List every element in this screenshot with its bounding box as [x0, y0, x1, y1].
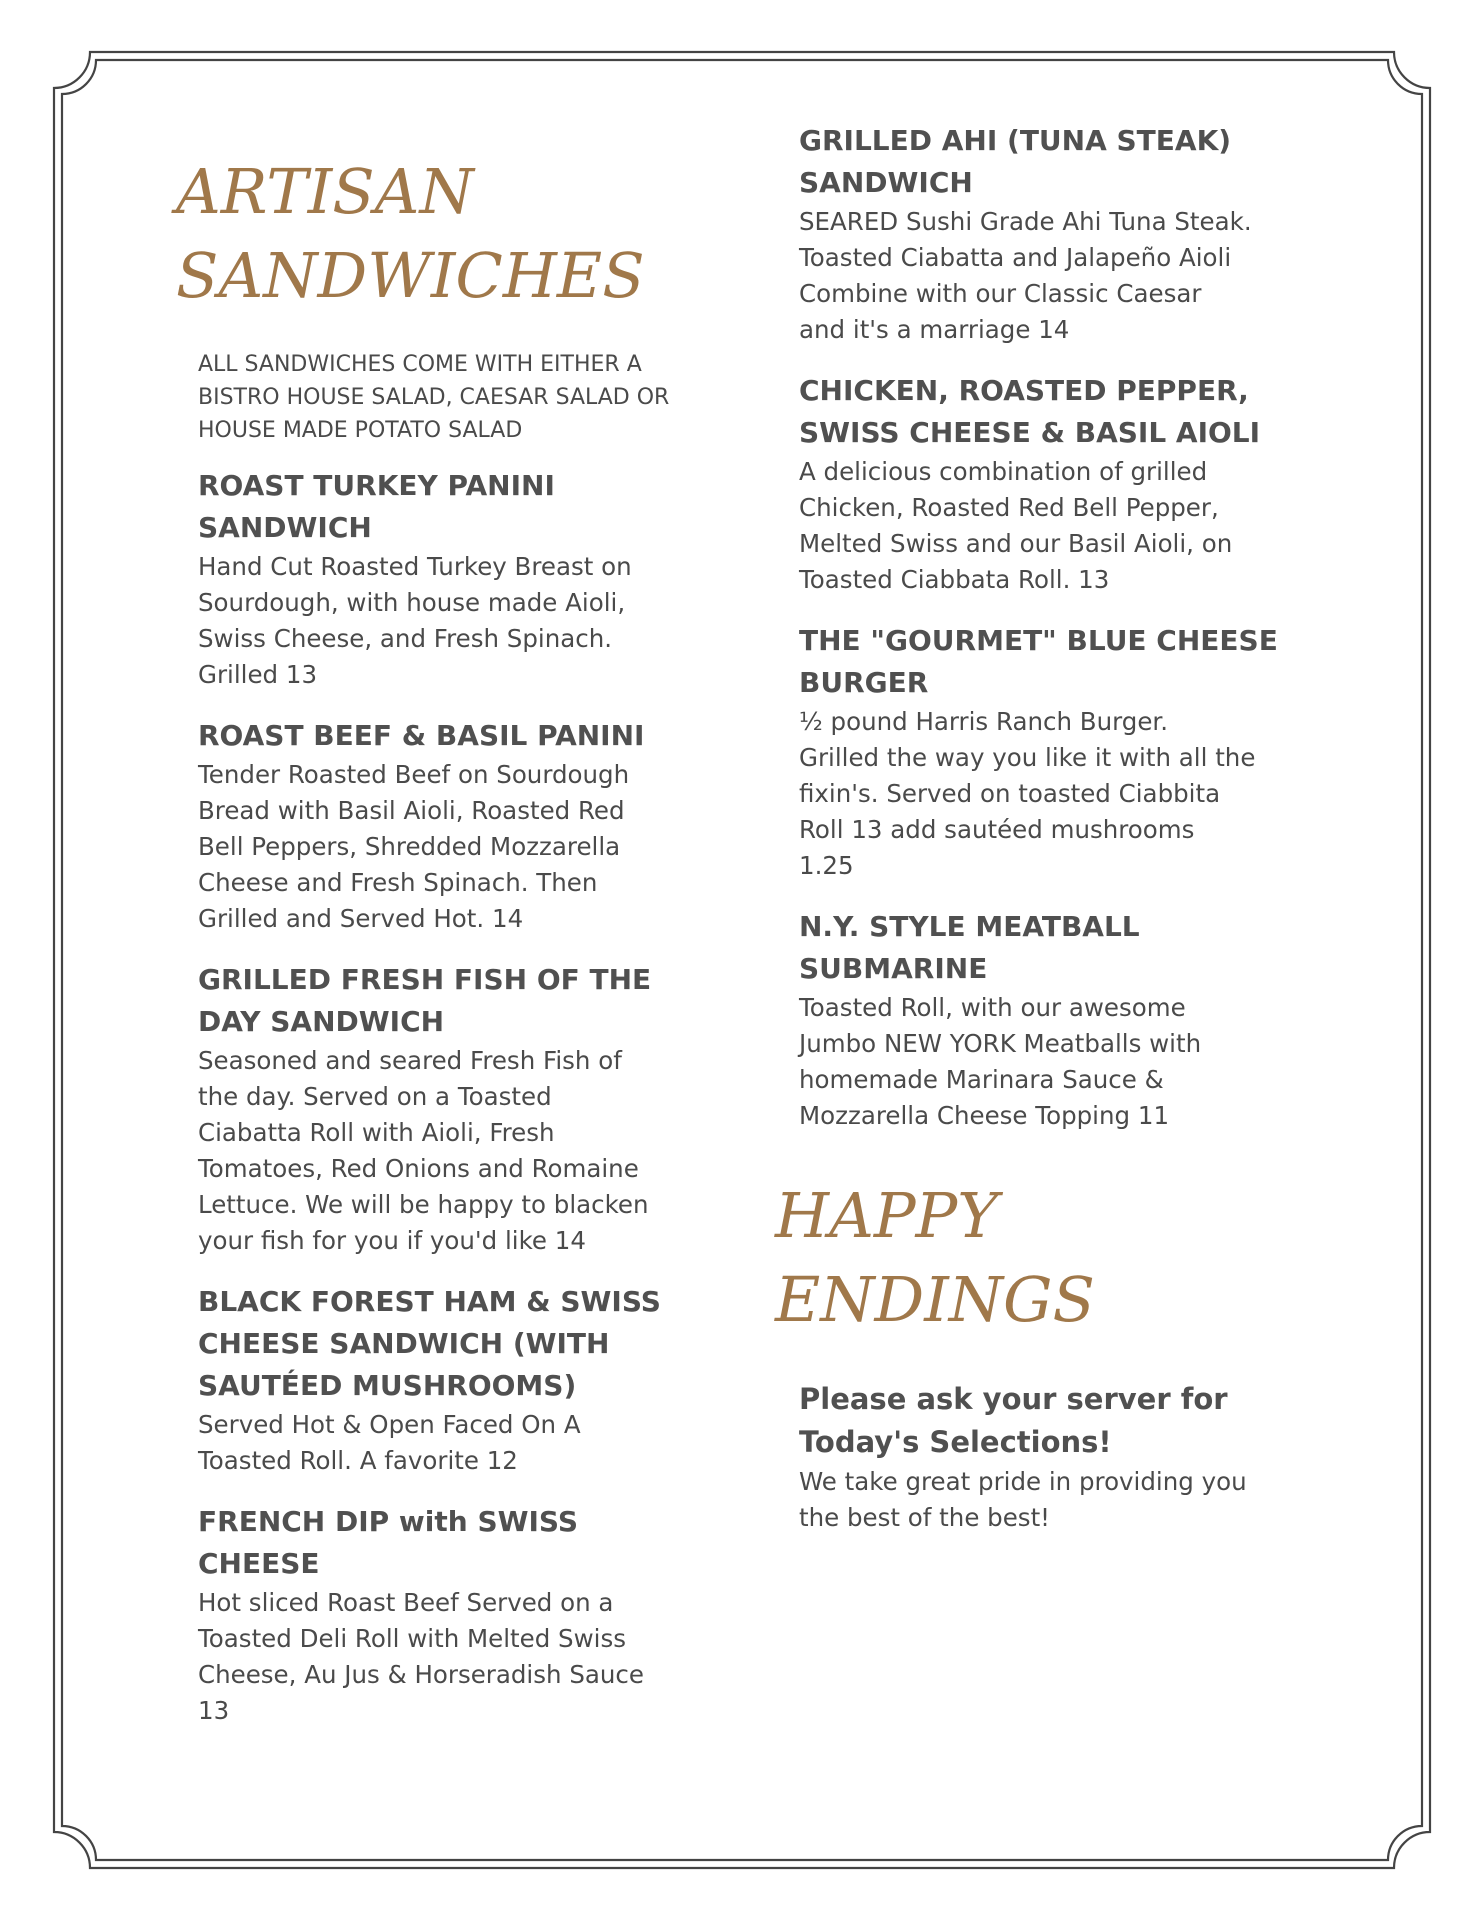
menu-item-name-line: BLACK FOREST HAM & SWISS: [198, 1285, 661, 1318]
menu-item-name-line: N.Y. STYLE MEATBALL: [799, 910, 1140, 943]
menu-item-description-line: and it's a marriage 14: [799, 315, 1070, 344]
menu-item: [198, 959, 696, 1259]
menu-item: [799, 620, 1295, 884]
menu-item-name-line: ROAST BEEF & BASIL PANINI: [198, 719, 645, 752]
menu-item-name-line: GRILLED AHI (TUNA STEAK): [799, 124, 1232, 157]
menu-item-description-line: fixin's. Served on toasted Ciabbita: [799, 779, 1221, 808]
menu-item-description-line: Cheese and Fresh Spinach. Then: [198, 868, 598, 897]
menu-item-name-line: SUBMARINE: [799, 952, 988, 985]
note-line3: HOUSE MADE POTATO SALAD: [198, 418, 523, 443]
happy-desc-line1: We take great pride in providing you: [799, 1467, 1247, 1496]
happy-endings-title: [775, 1174, 1295, 1342]
menu-item-description-line: Bell Peppers, Shredded Mozzarella: [198, 832, 621, 861]
menu-item-description-line: Toasted Ciabatta and Jalapeño Aioli: [799, 243, 1232, 272]
menu-item-description-line: Melted Swiss and our Basil Aioli, on: [799, 529, 1233, 558]
menu-item-description-line: Tomatoes, Red Onions and Romaine: [198, 1154, 639, 1183]
menu-item-description-line: Roll 13 add sautéed mushrooms: [799, 815, 1195, 844]
menu-item: [799, 370, 1295, 598]
menu-item-description-line: Swiss Cheese, and Fresh Spinach.: [198, 624, 613, 653]
happy-heading-line1: Please ask your server for: [799, 1382, 1228, 1416]
menu-item-description-line: 1.25: [799, 851, 854, 880]
menu-item-name: [198, 465, 696, 549]
menu-item-description: [799, 204, 1295, 348]
artisan-sandwiches-title: [176, 150, 696, 318]
note-line2: BISTRO HOUSE SALAD, CAESAR SALAD OR: [198, 385, 670, 410]
right-menu-items: [799, 120, 1295, 1134]
menu-item-description-line: Lettuce. We will be happy to blacken: [198, 1190, 649, 1219]
artisan-title-line1: ARTISAN: [176, 155, 474, 228]
menu-item-name: [799, 120, 1295, 204]
menu-item-name: [198, 715, 696, 757]
menu-item-description-line: Hand Cut Roasted Turkey Breast on: [198, 552, 632, 581]
menu-item-description-line: Bread with Basil Aioli, Roasted Red: [198, 796, 625, 825]
menu-item-name-line: SAUTÉED MUSHROOMS): [198, 1369, 577, 1402]
menu-item-description-line: Served Hot & Open Faced On A: [198, 1410, 581, 1439]
menu-item-name-line: DAY SANDWICH: [198, 1005, 445, 1038]
menu-item-description-line: Jumbo NEW YORK Meatballs with: [799, 1029, 1202, 1058]
menu-item-description: [198, 1585, 696, 1729]
menu-item-name-line: ROAST TURKEY PANINI: [198, 469, 555, 502]
menu-item-description-line: SEARED Sushi Grade Ahi Tuna Steak.: [799, 207, 1252, 236]
menu-item-description-line: A delicious combination of grilled: [799, 457, 1208, 486]
menu-item-description-line: Chicken, Roasted Red Bell Pepper,: [799, 493, 1219, 522]
menu-item-description-line: Tender Roasted Beef on Sourdough: [198, 760, 630, 789]
menu-item-description-line: Combine with our Classic Caesar: [799, 279, 1202, 308]
menu-item-description-line: Ciabatta Roll with Aioli, Fresh: [198, 1118, 555, 1147]
menu-item-name: [799, 906, 1295, 990]
menu-item-description-line: Toasted Roll, with our awesome: [799, 993, 1186, 1022]
menu-item-description-line: Sourdough, with house made Aioli,: [198, 588, 626, 617]
menu-item-name-line: GRILLED FRESH FISH OF THE: [198, 963, 652, 996]
menu-item-description: [198, 1407, 696, 1479]
happy-title-line1: HAPPY: [775, 1179, 999, 1252]
menu-item-description-line: Grilled and Served Hot. 14: [198, 904, 524, 933]
menu-item-name: [198, 1281, 696, 1407]
artisan-title-line2: SANDWICHES: [176, 239, 645, 312]
menu-item-description-line: homemade Marinara Sauce &: [799, 1065, 1164, 1094]
menu-item-description-line: Hot sliced Roast Beef Served on a: [198, 1588, 614, 1617]
menu-item-description-line: ½ pound Harris Ranch Burger.: [799, 707, 1169, 736]
menu-item-name: [198, 1501, 696, 1585]
menu-item-description-line: the day. Served on a Toasted: [198, 1082, 552, 1111]
menu-item-description: [198, 757, 696, 937]
menu-item-name: [799, 370, 1295, 454]
happy-endings-section: [775, 1174, 1295, 1536]
menu-item-name: [799, 620, 1295, 704]
menu-item-description-line: Toasted Roll. A favorite 12: [198, 1446, 518, 1475]
menu-item-description-line: Grilled the way you like it with all the: [799, 743, 1256, 772]
happy-endings-heading: [799, 1378, 1295, 1464]
happy-endings-description: [799, 1464, 1295, 1536]
menu-item-name-line: FRENCH DIP with SWISS CHEESE: [198, 1505, 578, 1580]
menu-item-description-line: Grilled 13: [198, 660, 318, 689]
right-column: [775, 120, 1295, 1536]
menu-item-description-line: Mozzarella Cheese Topping 11: [799, 1101, 1170, 1130]
menu-item-name-line: SANDWICH: [198, 511, 372, 544]
menu-item-name-line: BURGER: [799, 666, 929, 699]
menu-item-description-line: your fish for you if you'd like 14: [198, 1226, 586, 1255]
menu-item: [198, 1501, 696, 1729]
left-menu-items: [198, 465, 696, 1729]
happy-heading-line2: Today's Selections!: [799, 1425, 1112, 1459]
menu-item-name-line: SANDWICH: [799, 166, 973, 199]
menu-item: [799, 906, 1295, 1134]
note-line1: ALL SANDWICHES COME WITH EITHER A: [198, 352, 642, 377]
happy-desc-line2: the best of the best!: [799, 1503, 1050, 1532]
happy-endings-body: [799, 1378, 1295, 1536]
menu-item: [198, 715, 696, 937]
menu-item-description-line: Cheese, Au Jus & Horseradish Sauce: [198, 1660, 644, 1689]
menu-item-name-line: SWISS CHEESE & BASIL AIOLI: [799, 416, 1261, 449]
sides-note: [198, 348, 696, 447]
menu-item: [198, 465, 696, 693]
left-column: [176, 150, 696, 1751]
menu-item-name-line: CHICKEN, ROASTED PEPPER,: [799, 374, 1249, 407]
menu-item-description-line: 13: [198, 1696, 230, 1725]
menu-item-description-line: Seasoned and seared Fresh Fish of: [198, 1046, 622, 1075]
menu-item-description-line: Toasted Deli Roll with Melted Swiss: [198, 1624, 626, 1653]
menu-item-description: [799, 454, 1295, 598]
menu-item-name-line: THE "GOURMET" BLUE CHEESE: [799, 624, 1278, 657]
menu-item: [799, 120, 1295, 348]
menu-item-description: [198, 1043, 696, 1259]
menu-item-name: [198, 959, 696, 1043]
menu-item-description: [799, 704, 1295, 884]
happy-title-line2: ENDINGS: [775, 1263, 1095, 1336]
menu-item-description: [198, 549, 696, 693]
menu-item-description-line: Toasted Ciabbata Roll. 13: [799, 565, 1110, 594]
menu-item: [198, 1281, 696, 1479]
menu-item-description: [799, 990, 1295, 1134]
menu-item-name-line: CHEESE SANDWICH (WITH: [198, 1327, 610, 1360]
